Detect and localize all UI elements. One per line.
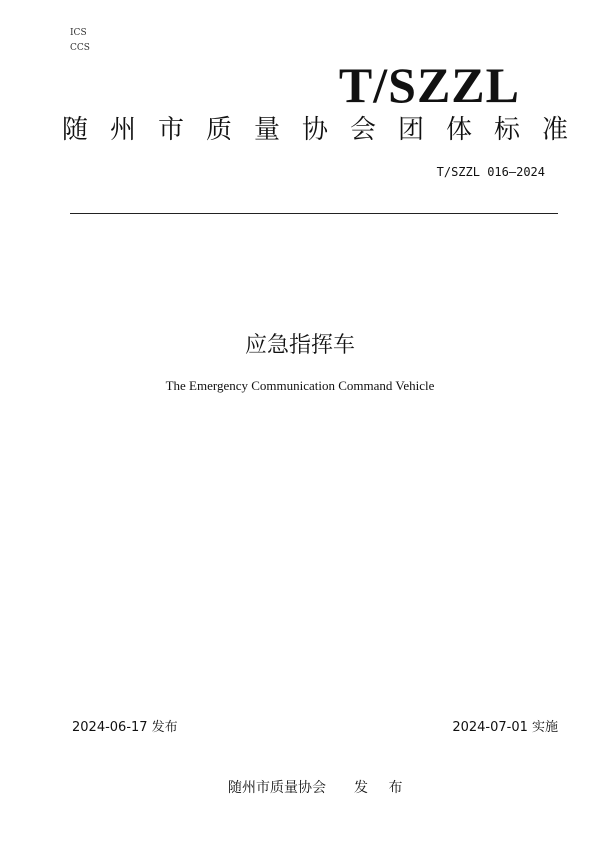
publish-date: 2024-06-17 发布 [72, 720, 178, 735]
implement-date: 2024-07-01 实施 [452, 720, 558, 735]
ics-label: ICS [70, 28, 87, 38]
document-title-en: The Emergency Communication Command Vehicle [165, 378, 435, 393]
org-title: 随州市质量协会团体标准 [62, 115, 591, 145]
ccs-label: CCS [70, 43, 90, 53]
header-divider [70, 213, 558, 214]
document-title-cn: 应急指挥车 [244, 333, 355, 358]
standard-logo: T/SZZL [338, 57, 520, 113]
issuer-name: 随州市质量协会 [228, 780, 326, 796]
standard-code: T/SZZL 016—2024 [436, 165, 545, 179]
issue-label: 发 布 [354, 780, 411, 796]
